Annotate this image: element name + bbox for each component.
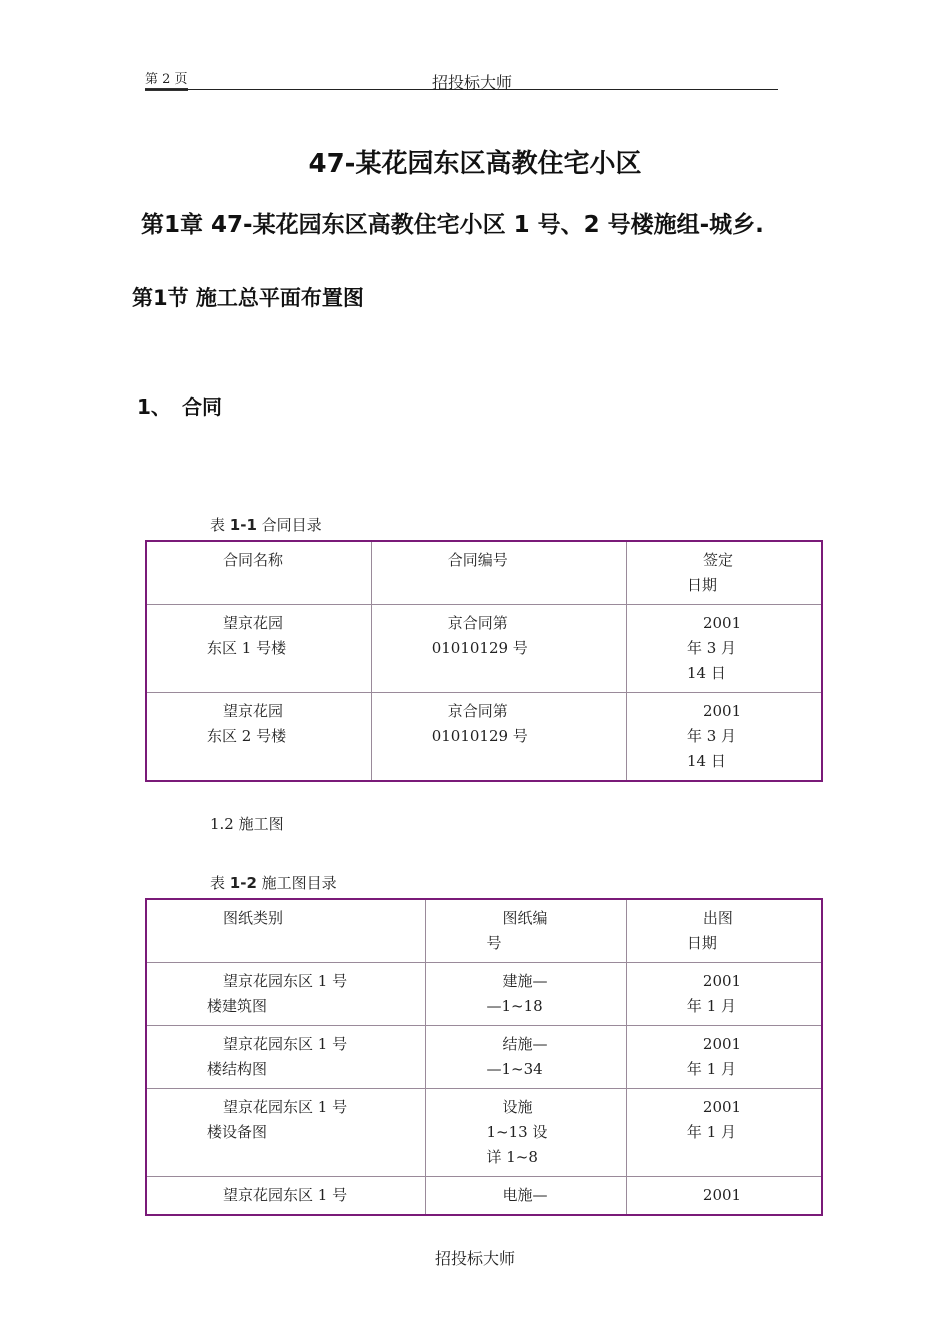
- cell-line: 1~13 设: [486, 1123, 548, 1141]
- cell-line: 望京花园: [223, 614, 284, 632]
- cell-line: —1~18: [486, 997, 543, 1015]
- table-row: [146, 963, 822, 1026]
- table-cell: [146, 1089, 426, 1177]
- cell-line: 出图: [702, 909, 733, 927]
- table-cell: [626, 693, 822, 782]
- table-cell: [146, 1177, 426, 1216]
- cell-line: 01010129 号: [431, 727, 528, 745]
- cell-line: 望京花园东区 1 号: [223, 1035, 348, 1053]
- cell-line: 日期: [686, 576, 717, 594]
- table-cell: [626, 963, 822, 1026]
- subsection-heading: [137, 391, 222, 420]
- cell-line: 望京花园东区 1 号: [223, 972, 348, 990]
- drawing-table: [145, 898, 823, 1216]
- cell-line: 14 日: [686, 752, 726, 770]
- cell-line: 结施—: [502, 1035, 548, 1053]
- table-cell: [426, 1026, 626, 1089]
- cell-line: 2001: [702, 702, 742, 720]
- table1-caption: [210, 514, 322, 535]
- cell-line: —1~34: [486, 1060, 543, 1078]
- cell-line: 合同编号: [447, 551, 508, 569]
- table-cell: [626, 1089, 822, 1177]
- cell-line: 望京花园东区 1 号: [223, 1186, 348, 1204]
- table-cell: [146, 693, 371, 782]
- table-header-cell: [626, 899, 822, 963]
- table-header-cell: [371, 541, 626, 605]
- table1-caption-number: 1-1: [229, 516, 257, 534]
- section-heading: 第1节 施工总平面布置图: [132, 286, 364, 310]
- cell-line: 年 3 月: [686, 727, 737, 745]
- cell-line: 合同名称: [223, 551, 284, 569]
- header-site-name: 招投标大师: [432, 73, 513, 92]
- cell-line: 图纸类别: [223, 909, 284, 927]
- table-cell: [426, 1177, 626, 1216]
- table-row: [146, 605, 822, 693]
- table2-caption-number: 1-2: [229, 874, 257, 892]
- cell-line: 图纸编: [502, 909, 548, 927]
- cell-line: 2001: [702, 1186, 742, 1204]
- contract-table: [145, 540, 823, 782]
- subsection-number: 1、: [137, 395, 171, 419]
- cell-line: 京合同第: [447, 614, 508, 632]
- cell-line: 日期: [686, 934, 717, 952]
- cell-line: 签定: [702, 551, 733, 569]
- table-header-cell: [146, 541, 371, 605]
- table-row: [146, 693, 822, 782]
- table-cell: [626, 1177, 822, 1216]
- cell-line: 2001: [702, 614, 742, 632]
- table-cell: [626, 605, 822, 693]
- table-cell: [146, 963, 426, 1026]
- header-rule: [145, 89, 778, 90]
- table-cell: [371, 605, 626, 693]
- table-row: [146, 1026, 822, 1089]
- cell-line: 2001: [702, 972, 742, 990]
- table-header-cell: [146, 899, 426, 963]
- table-row: [146, 1089, 822, 1177]
- cell-line: 设施: [502, 1098, 533, 1116]
- cell-line: 2001: [702, 1035, 742, 1053]
- document-title: 47-某花园东区高教住宅小区: [308, 149, 642, 179]
- table-header-row: [146, 899, 822, 963]
- cell-line: 楼结构图: [207, 1060, 268, 1078]
- table-header-row: [146, 541, 822, 605]
- table-cell: [426, 1089, 626, 1177]
- table2-caption-text: 施工图目录: [256, 874, 337, 892]
- header-page-number: 第 2 页: [145, 68, 188, 91]
- cell-line: 年 1 月: [686, 1123, 737, 1141]
- table-row: [146, 1177, 822, 1216]
- cell-line: 2001: [702, 1098, 742, 1116]
- cell-line: 望京花园: [223, 702, 284, 720]
- table2-caption: [210, 872, 337, 893]
- table-header-cell: [626, 541, 822, 605]
- table-header-cell: [426, 899, 626, 963]
- table-cell: [626, 1026, 822, 1089]
- chapter-heading: 第1章 47-某花园东区高教住宅小区 1 号、2 号楼施组-城乡.: [141, 212, 764, 238]
- cell-line: 京合同第: [447, 702, 508, 720]
- cell-line: 年 1 月: [686, 997, 737, 1015]
- cell-line: 楼设备图: [207, 1123, 268, 1141]
- cell-line: 望京花园东区 1 号: [223, 1098, 348, 1116]
- cell-line: 楼建筑图: [207, 997, 268, 1015]
- cell-line: 号: [486, 934, 502, 952]
- table2-caption-prefix: 表: [210, 874, 230, 892]
- cell-line: 年 1 月: [686, 1060, 737, 1078]
- table1-caption-prefix: 表: [210, 516, 230, 534]
- table1-caption-text: 合同目录: [256, 516, 322, 534]
- cell-line: 详 1~8: [486, 1148, 538, 1166]
- table-cell: [426, 963, 626, 1026]
- subsection-text: 合同: [182, 395, 222, 419]
- table-cell: [146, 1026, 426, 1089]
- cell-line: 01010129 号: [431, 639, 528, 657]
- paragraph-1-2: 1.2 施工图: [210, 815, 284, 833]
- cell-line: 东区 2 号楼: [207, 727, 287, 745]
- cell-line: 东区 1 号楼: [207, 639, 287, 657]
- cell-line: 建施—: [502, 972, 548, 990]
- cell-line: 年 3 月: [686, 639, 737, 657]
- footer-site-name: 招投标大师: [434, 1249, 515, 1268]
- table-cell: [146, 605, 371, 693]
- table-cell: [371, 693, 626, 782]
- cell-line: 14 日: [686, 664, 726, 682]
- cell-line: 电施—: [502, 1186, 548, 1204]
